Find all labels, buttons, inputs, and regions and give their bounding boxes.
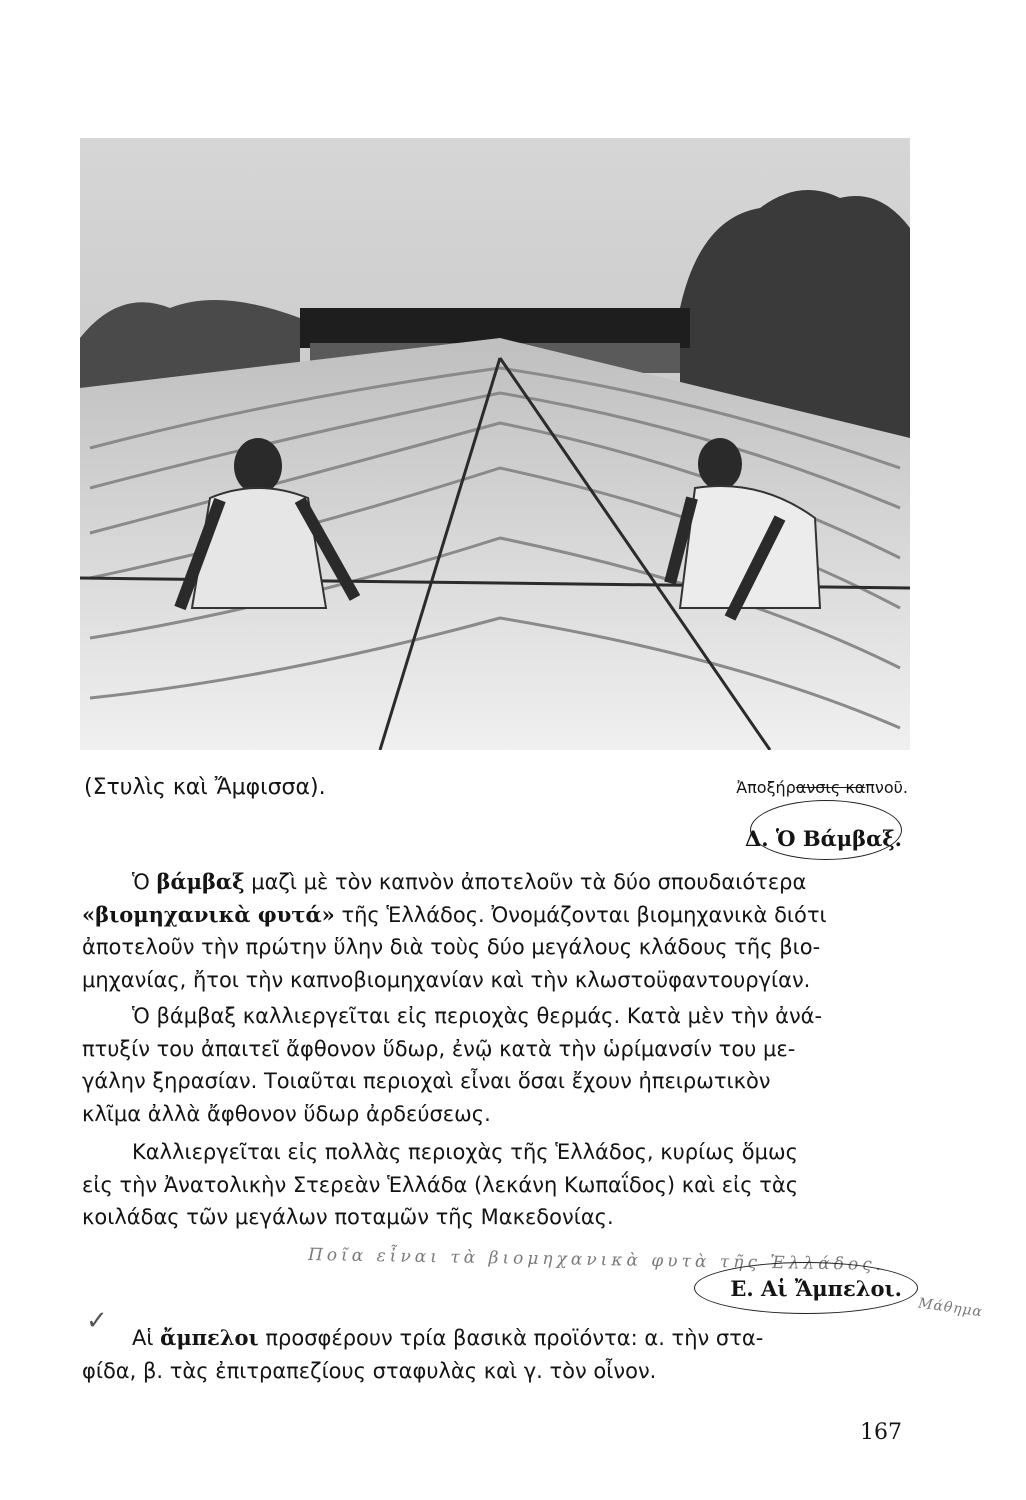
text-run: Ὁ [132,870,157,894]
text-run: προσφέρουν τρία βασικὰ προϊόντα: α. τὴν στα- [258,1326,764,1350]
photo-caption-location: (Στυλὶς καὶ Ἄμφισσα). [84,775,326,800]
photo-caption-title [736,778,908,797]
text-line: φίδα, β. τὰς ἐπιτραπεζίους σταφυλὰς καὶ γ. τὸν οἶνον. [82,1358,657,1383]
caption-part-struck: ανσις κα [795,778,866,797]
paragraph-cotton-climate [82,1000,904,1130]
text-run: Αἱ [132,1326,161,1350]
handwritten-margin-note: Μάθημα [917,1295,984,1321]
tobacco-drying-photo [80,138,910,750]
text-run: μαζὶ μὲ τὸν καπνὸν ἀποτελοῦν τὰ δύο σπουδαιότερα [244,870,807,894]
bold-term-cotton: βάμβαξ [156,869,245,894]
section-heading-cotton: Δ. Ὁ Βάμβαξ. [745,826,902,851]
text-line: ἀποτελοῦν τὴν πρώτην ὕλην διὰ τοὺς δύο μεγάλους κλάδους τῆς βιο- [82,935,821,959]
text-run: τῆς Ἑλλάδος. Ὀνομάζονται βιομηχανικὰ διότι [334,902,827,927]
section-heading-vines: Ε. Αἱ Ἄμπελοι. [730,1276,902,1301]
text-line [82,1322,904,1355]
bold-term-vines: ἄμπελοι [160,1325,259,1350]
text-line: μηχανίας, ἤτοι τὴν καπνοβιομηχανίαν καὶ τὴν κλωστοϋφαντουργίαν. [82,967,811,992]
pencil-check-icon: ✓ [86,1306,108,1336]
text-line: κλῖμα ἀλλὰ ἄφθονον ὕδωρ ἀρδεύσεως. [82,1101,491,1126]
text-line: Ὁ βάμβαξ καλλιεργεῖται εἰς περιοχὰς θερμάς. Κατὰ μὲν τὴν ἀνά- [132,1004,823,1028]
photo-drawing [80,138,910,750]
paragraph-cotton-intro [82,866,904,996]
handwritten-question: Ποῖα εἶναι τὰ βιομηχανικὰ φυτὰ τῆς Ἑλλάδος. [307,1244,886,1276]
text-line [82,866,904,899]
text-line: εἰς τὴν Ἀνατολικὴν Στερεὰν Ἑλλάδα (λεκάνη Κωπαΐδος) καὶ εἰς τὰς [82,1172,799,1197]
text-line: πτυξίν του ἀπαιτεῖ ἄφθονον ὕδωρ, ἐνῷ κατὰ τὴν ὡρίμανσίν του με- [82,1036,796,1061]
paragraph-vines [82,1322,904,1387]
paragraph-cotton-regions [82,1136,904,1234]
caption-part-c: πνοῦ. [865,778,908,797]
text-line: κοιλάδας τῶν μεγάλων ποταμῶν τῆς Μακεδονίας. [82,1205,614,1229]
bold-term-industrial-plants: «βιομηχανικὰ φυτά» [82,901,335,927]
text-line [82,899,904,932]
page-number: 167 [860,1420,902,1445]
text-line: Καλλιεργεῖται εἰς πολλὰς περιοχὰς τῆς Ἑλλάδος, κυρίως ὅμως [132,1140,798,1164]
text-line: γάλην ξηρασίαν. Τοιαῦται περιοχαὶ εἶναι ὅσαι ἔχουν ἠπειρωτικὸν [82,1069,771,1093]
caption-part-a: Ἀποξήρ [736,778,796,797]
